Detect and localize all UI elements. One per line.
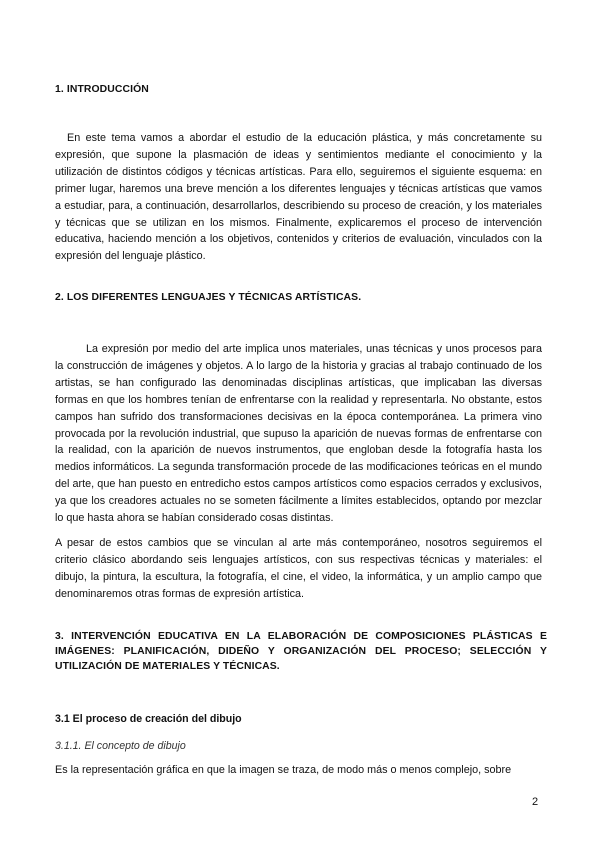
heading-lenguajes: 2. LOS DIFERENTES LENGUAJES Y TÉCNICAS ARTÍSTICAS. <box>55 292 362 303</box>
subheading-proceso-dibujo: 3.1 El proceso de creación del dibujo <box>55 713 242 725</box>
subsubheading-concepto-dibujo: 3.1.1. El concepto de dibujo <box>55 740 186 752</box>
page-number: 2 <box>532 796 539 808</box>
heading-intervencion: 3. INTERVENCIÓN EDUCATIVA EN LA ELABORACIÓN DE COMPOSICIONES PLÁSTICAS E IMÁGENES: PLANIFICACIÓN, DIDEÑO Y ORGANIZACIÓN DEL PROCESO; SELECCIÓN Y UTILIZACIÓN DE MATERIALES Y TÉCNICAS. <box>55 631 547 672</box>
heading-introduccion: 1. INTRODUCCIÓN <box>55 84 149 95</box>
paragraph-concepto-dibujo: Es la representación gráfica en que la imagen se traza, de modo más o menos complejo, sobre <box>55 764 512 776</box>
paragraph-lenguajes-2: A pesar de estos cambios que se vinculan al arte más contemporáneo, nosotros seguiremos el criterio clásico abordando seis lenguajes artísticos, con sus respectivas técnicas y materiales: el dibujo, la pintura, la escultura, la fotografía, el cine, el video, la informática, y un amplio campo que denominaremos otras formas de expresión artística. <box>55 537 542 600</box>
paragraph-introduccion: En este tema vamos a abordar el estudio de la educación plástica, y más concretamente su expresión, que supone la plasmación de ideas y sentimientos mediante el conocimiento y la utilización de distintos códigos y técnicas artísticas. Para ello, seguiremos el siguiente esquema: en primer lugar, haremos una breve mención a los diferentes lenguajes y técnicas artísticas que vamos a estudiar, para, a continuación, desarrollarlos, describiendo su proceso de creación, y los materiales y técnicas que se utilizan en los mismos. Finalmente, explicaremos el proceso de intervención educativa, haciendo mención a los objetivos, contenidos y criterios de evaluación, vinculados con la expresión del lenguaje plástico. <box>55 132 542 263</box>
paragraph-lenguajes-1: La expresión por medio del arte implica unos materiales, unas técnicas y unos procesos para la construcción de imágenes y objetos. A lo largo de la historia y gracias al trabajo continuado de los artistas, se han configurado las denominadas disciplinas artísticas, que implicaban las diversas formas en que los hombres tenían de enfrentarse con la realidad y representarla. No obstante, estos campos han sufrido dos transformaciones decisivas en la época contemporánea. La primera vino provocada por la revolución industrial, que supuso la aparición de nuevas formas de enfrentarse con la realidad, con la aparición de nuevos instrumentos, que engloban desde la fotografía hasta los medios informáticos. La segunda transformación procede de las modificaciones teóricas en el mundo del arte, que han puesto en entredicho estos campos artísticos como espacios cerrados y exclusivos, ya que los creadores actuales no se someten fácilmente a límites establecidos, optando por mezclar lo que hasta ahora se habían considerado cosas distintas. <box>55 343 542 525</box>
